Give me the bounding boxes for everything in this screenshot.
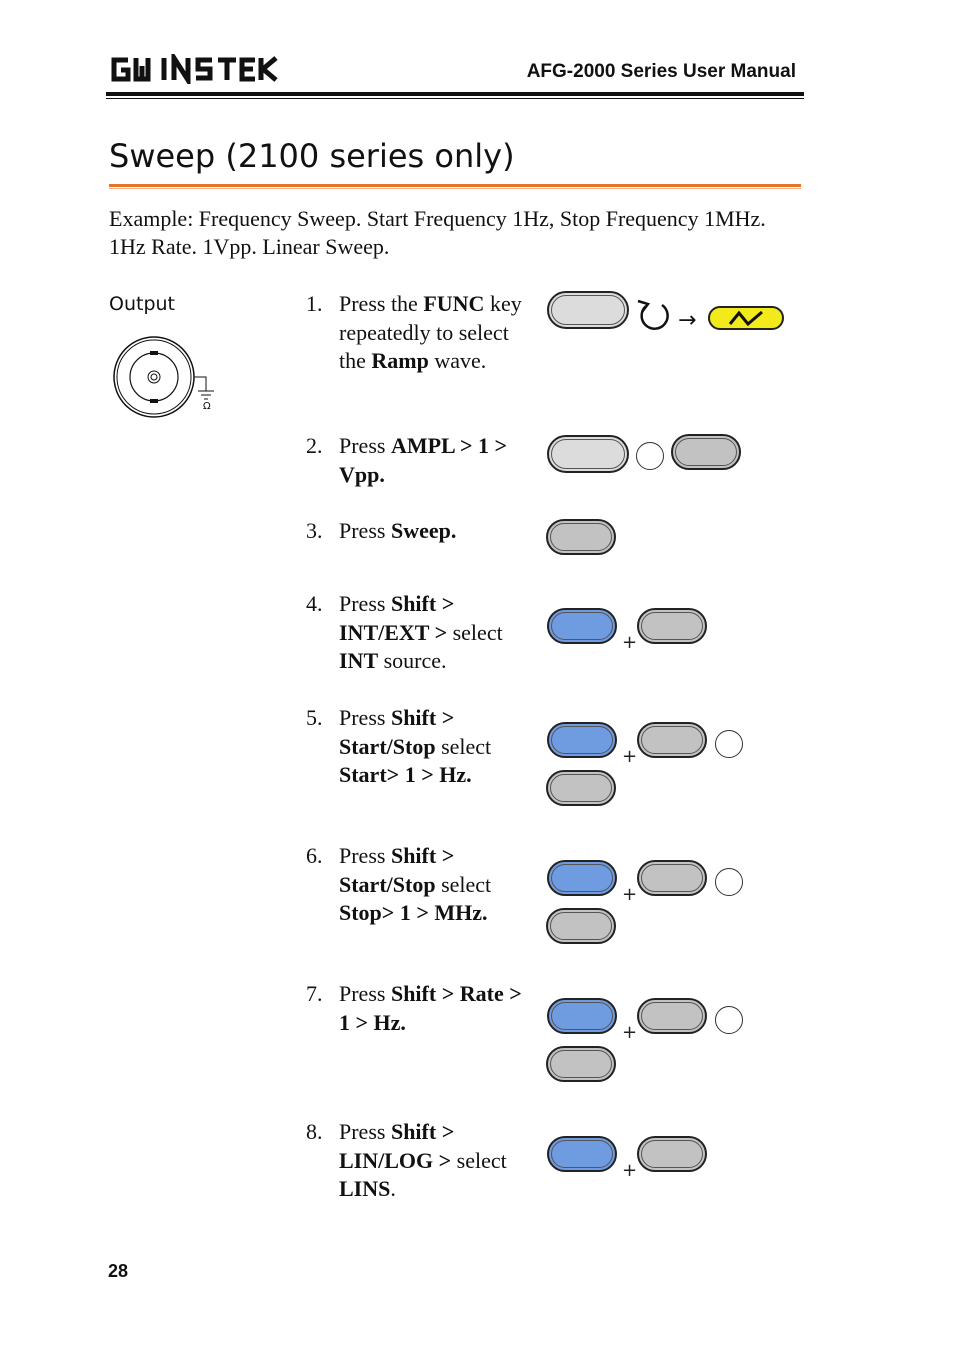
numeric-1-key[interactable]: [715, 868, 743, 896]
ramp-wave-icon: [728, 309, 764, 327]
step-number: 2.: [306, 433, 323, 458]
header-rule-thin: [106, 98, 804, 99]
step-text-bold: Shift > Start/Stop: [339, 843, 455, 897]
step-number: 4.: [306, 591, 323, 616]
arrow-symbol: →: [678, 308, 697, 333]
shift-key[interactable]: [547, 1136, 617, 1172]
step-text-run: Press: [339, 981, 391, 1006]
ampl-key[interactable]: [547, 435, 629, 473]
step-7: [306, 980, 531, 1037]
step-5: [306, 704, 531, 790]
step-text: [339, 290, 531, 376]
step-text-run: select: [451, 1147, 507, 1173]
step-text-run: Press the: [339, 291, 424, 316]
step-number: 6.: [306, 843, 323, 868]
step-text-run: Press: [339, 843, 391, 868]
step-text-run: Press: [339, 591, 391, 616]
numeric-1-key[interactable]: [636, 442, 664, 470]
manual-title: AFG-2000 Series User Manual: [526, 61, 796, 82]
step-text: [339, 517, 531, 546]
step-text-run: Press: [339, 705, 391, 730]
ohm-symbol: Ω: [203, 401, 211, 412]
step-text-run: Press: [339, 1119, 391, 1144]
step-text-run: Press: [339, 433, 391, 458]
step-text: [339, 842, 531, 928]
step-text-bold: AMPL > 1 > Vpp.: [339, 433, 508, 487]
step-text: [339, 1118, 531, 1204]
step-text-bold: INT: [339, 648, 379, 673]
step-text-run: select: [447, 619, 503, 645]
plus-symbol: +: [622, 884, 638, 905]
plus-symbol: +: [622, 1022, 638, 1043]
shift-key[interactable]: [547, 608, 617, 644]
gw-instek-logo: [108, 54, 280, 84]
func-key[interactable]: [547, 291, 629, 329]
start-stop-key[interactable]: [637, 722, 707, 758]
step-1: [306, 290, 531, 376]
title-underline: [109, 184, 801, 187]
step-number: 5.: [306, 705, 323, 730]
step-text-bold: Shift > Start/Stop: [339, 705, 455, 759]
int-ext-key[interactable]: [637, 608, 707, 644]
repeat-icon: [634, 297, 674, 333]
step-text-run: key repeatedly to select the: [339, 291, 522, 373]
step-text-bold: Shift > LIN/LOG >: [339, 1119, 455, 1173]
step-8: [306, 1118, 531, 1204]
step-text-bold: FUNC: [423, 291, 485, 316]
step-text-bold: LINS: [339, 1176, 391, 1201]
title-underline-light: [109, 188, 801, 189]
step-text-bold: Sweep.: [390, 518, 457, 543]
hz-key[interactable]: [546, 770, 616, 806]
example-text: Example: Frequency Sweep. Start Frequency 1Hz, Stop Frequency 1MHz. 1Hz Rate. 1Vpp. Linear Sweep.: [109, 206, 766, 259]
header-rule: [106, 92, 804, 96]
plus-symbol: +: [622, 746, 638, 767]
mhz-key[interactable]: [546, 908, 616, 944]
step-text-run: select: [435, 733, 492, 759]
step-number: 7.: [306, 981, 323, 1006]
step-text: [339, 432, 531, 489]
step-3: [306, 517, 531, 546]
shift-key[interactable]: [547, 998, 617, 1034]
step-2: [306, 432, 531, 489]
step-number: 1.: [306, 291, 323, 316]
start-stop-key[interactable]: [637, 860, 707, 896]
shift-key[interactable]: [547, 860, 617, 896]
step-number: 3.: [306, 518, 323, 543]
step-text-bold: Shift > INT/EXT >: [339, 591, 455, 645]
rate-key[interactable]: [637, 998, 707, 1034]
step-text-run: select: [435, 871, 492, 897]
plus-symbol: +: [622, 632, 638, 653]
step-text-bold: Stop> 1 > MHz.: [339, 900, 488, 925]
lin-log-key[interactable]: [637, 1136, 707, 1172]
hz-key[interactable]: [546, 1046, 616, 1082]
step-text: [339, 590, 531, 676]
step-text-bold: Start> 1 > Hz.: [339, 762, 472, 787]
step-text: [339, 704, 531, 790]
vpp-key[interactable]: [671, 434, 741, 470]
step-text-run: .: [390, 1176, 396, 1201]
page-number: 28: [108, 1261, 129, 1281]
step-text-run: wave.: [428, 348, 487, 373]
shift-key[interactable]: [547, 722, 617, 758]
step-text-bold: Ramp: [371, 348, 429, 373]
step-text-run: Press: [339, 518, 391, 543]
step-number: 8.: [306, 1119, 323, 1144]
step-text-bold: Shift > Rate > 1 > Hz.: [339, 981, 522, 1035]
numeric-1-key[interactable]: [715, 1006, 743, 1034]
step-text-run: source.: [378, 648, 447, 673]
plus-symbol: +: [622, 1160, 638, 1181]
output-label: Output: [109, 293, 175, 315]
step-text: [339, 980, 531, 1037]
step-6: [306, 842, 531, 928]
sweep-key[interactable]: [546, 519, 616, 555]
step-4: [306, 590, 531, 676]
section-title: Sweep (2100 series only): [109, 137, 515, 175]
numeric-1-key[interactable]: [715, 730, 743, 758]
